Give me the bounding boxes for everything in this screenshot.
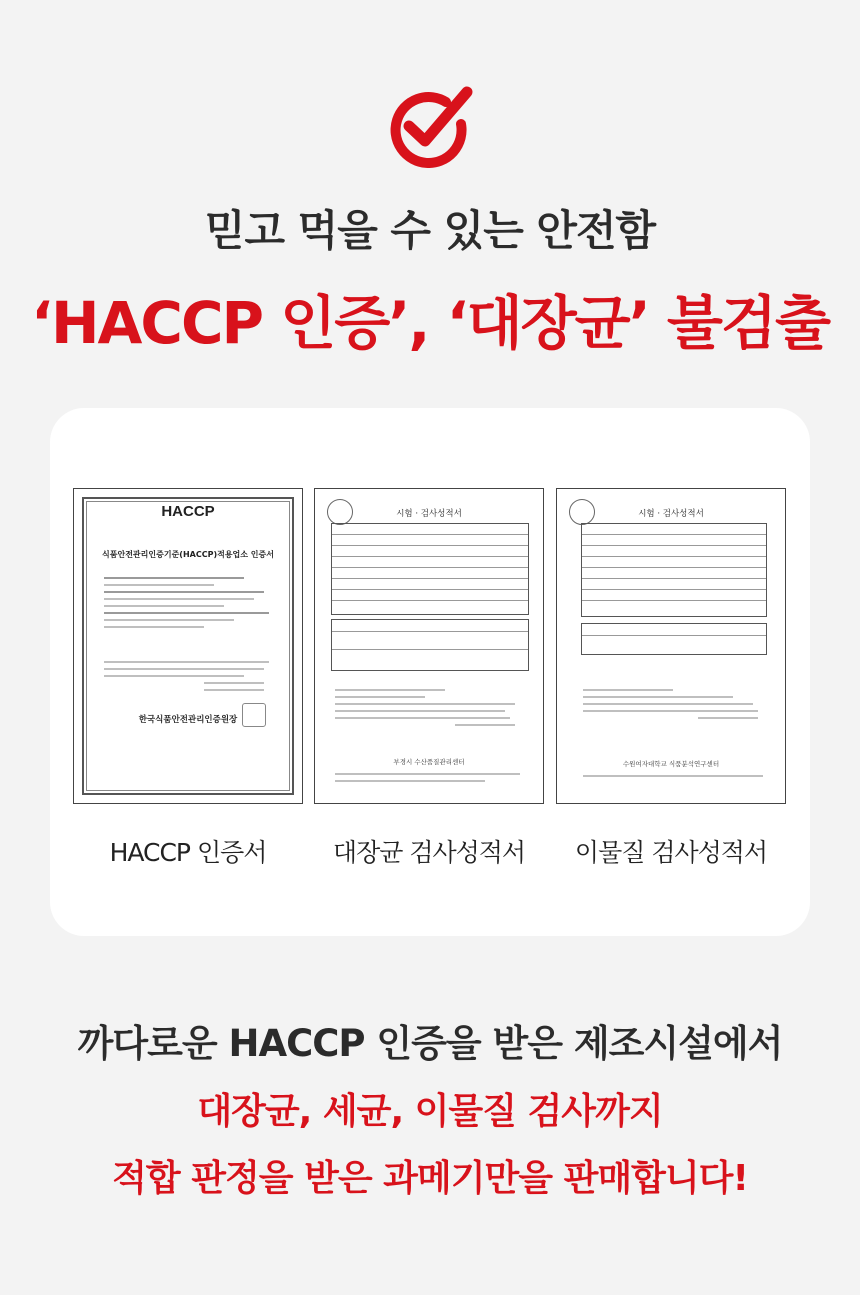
certificate-issuer: 한국식품안전관리인증원장 [138, 715, 238, 725]
haccp-certificate-caption: HACCP 인증서 [109, 838, 267, 867]
official-seal [242, 703, 266, 727]
haccp-logo: HACCP [161, 503, 215, 520]
certificates-card [50, 408, 810, 936]
foreign-matter-report-image [556, 488, 786, 804]
report-title: 시험 · 검사성적서 [396, 509, 462, 519]
inspection-statement: 대장균, 세균, 이물질 검사까지 [197, 1091, 663, 1132]
facility-statement: 까다로운 HACCP 인증을 받은 제조시설에서 [77, 1022, 783, 1065]
ecoli-report-caption: 대장균 검사성적서 [332, 838, 526, 867]
report-issuer: 부경시 수산품질관리센터 [393, 758, 465, 766]
certificate-title: 식품안전관리인증기준(HACCP)적용업소 인증서 [102, 550, 274, 559]
report-title: 시험 · 검사성적서 [638, 509, 704, 519]
report-issuer: 수원여자대학교 식품분석연구센터 [622, 760, 720, 768]
sale-statement: 적합 판정을 받은 과메기만을 판매합니다! [112, 1158, 748, 1199]
page-subtitle: 믿고 먹을 수 있는 안전함 [204, 206, 656, 255]
foreign-matter-report-caption: 이물질 검사성적서 [574, 838, 768, 867]
haccp-certificate-image [73, 488, 303, 804]
check-circle-icon [383, 84, 477, 168]
ecoli-report-image [314, 488, 544, 804]
page-headline: ‘HACCP 인증’, ‘대장균’ 불검출 [30, 289, 830, 357]
